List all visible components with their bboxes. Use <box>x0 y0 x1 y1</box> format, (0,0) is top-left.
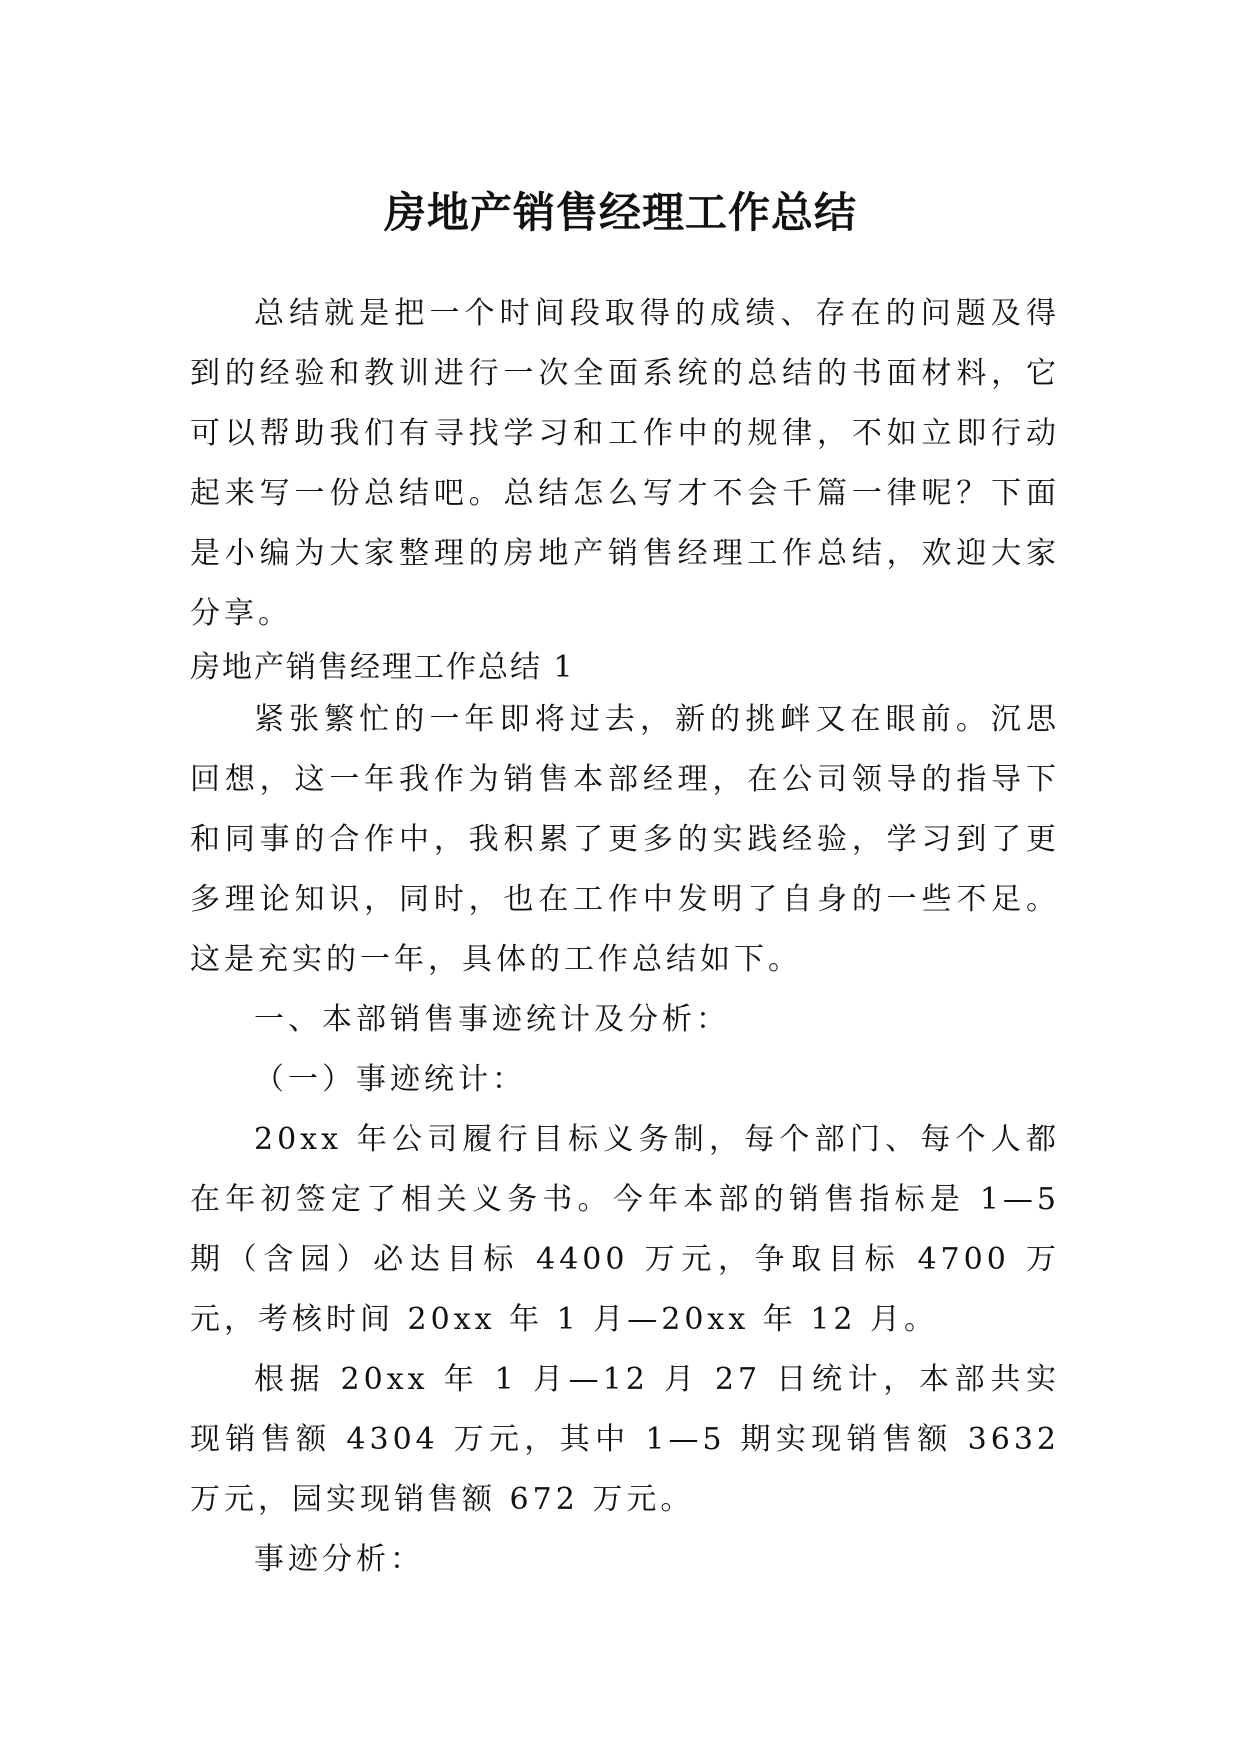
body-paragraph: （一）事迹统计： <box>254 1062 526 1097</box>
intro-section <box>190 284 1060 644</box>
body-paragraph: 紧张繁忙的一年即将过去，新的挑衅又在眼前。沉思回想，这一年我作为销售本部经理，在公司领导的指导下和同事的合作中，我积累了更多的实践经验，学习到了更多理论知识，同时，也在工作中发明了自身的一些不足。这是充实的一年，具体的工作总结如下。 <box>190 702 1060 977</box>
body-paragraph: 一、本部销售事迹统计及分析： <box>254 1002 730 1037</box>
intro-paragraph: 总结就是把一个时间段取得的成绩、存在的问题及得到的经验和教训进行一次全面系统的总结的书面材料，它可以帮助我们有寻找学习和工作中的规律，不如立即行动起来写一份总结吧。总结怎么写才不会千篇一律呢？下面是小编为大家整理的房地产销售经理工作总结，欢迎大家分享。 <box>190 296 1060 631</box>
body-paragraph: 事迹分析： <box>254 1542 424 1577</box>
body-paragraph: 20xx 年公司履行目标义务制，每个部门、每个人都在年初签定了相关义务书。今年本部的销售指标是 1—5 期（含园）必达目标 4400 万元，争取目标 4700 万元，考核时间 20xx 年 1 月—20xx 年 12 月。 <box>190 1122 1060 1337</box>
section-body <box>190 690 1060 1590</box>
section-heading: 房地产销售经理工作总结 1 <box>190 650 575 685</box>
document-title: 房地产销售经理工作总结 <box>383 188 857 238</box>
body-paragraph: 根据 20xx 年 1 月—12 月 27 日统计，本部共实现销售额 4304 万元，其中 1—5 期实现销售额 3632 万元，园实现销售额 672 万元。 <box>190 1362 1060 1517</box>
